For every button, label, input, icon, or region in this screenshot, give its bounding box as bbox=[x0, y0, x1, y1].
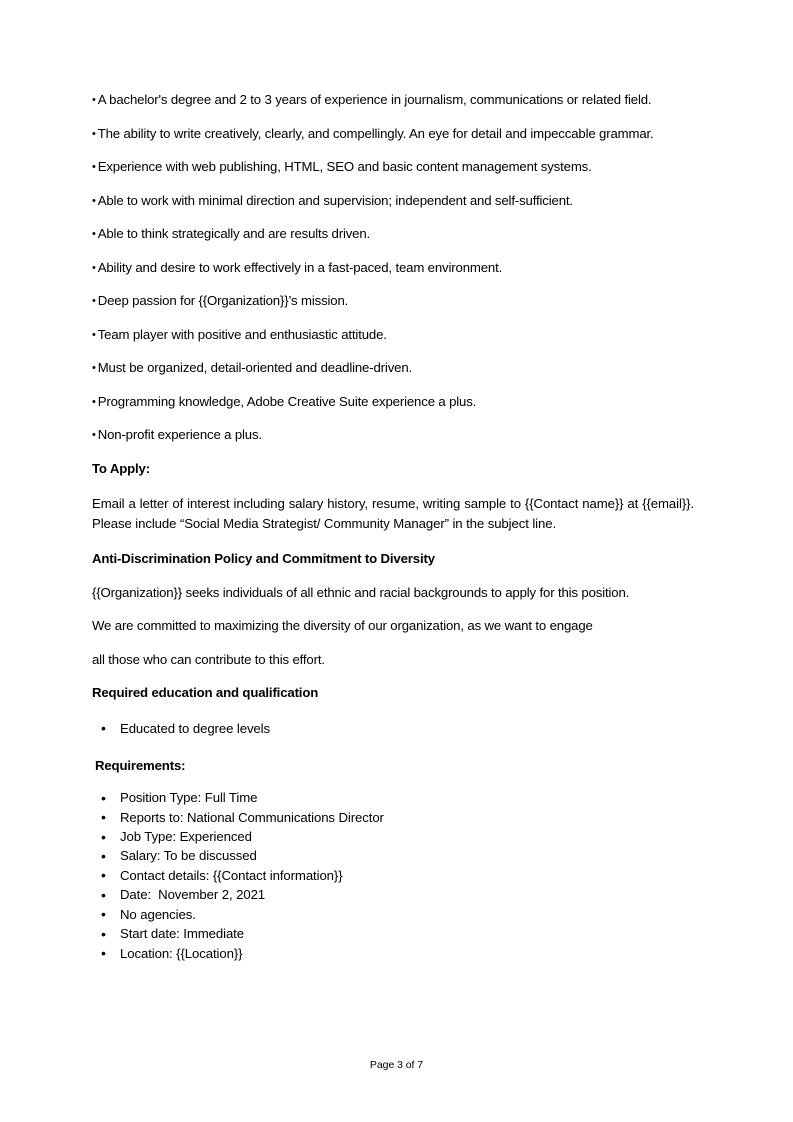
qualification-bullet bbox=[92, 226, 694, 243]
list-item: • Location: {{Location}} bbox=[92, 944, 694, 963]
bullet-icon: • bbox=[92, 127, 96, 140]
requirements-list bbox=[92, 788, 694, 963]
list-item: • Salary: To be discussed bbox=[92, 846, 694, 865]
list-item: • Contact details: {{Contact information}} bbox=[92, 866, 694, 885]
anti-discrimination-paragraph: We are committed to maximizing the diversity of our organization, as we want to engage bbox=[92, 618, 593, 634]
document-body bbox=[92, 92, 694, 980]
qualification-bullet-text: Able to work with minimal direction and supervision; independent and self-sufficient. bbox=[97, 192, 573, 208]
list-item: • Position Type: Full Time bbox=[92, 788, 694, 807]
qualification-bullet-text: Team player with positive and enthusiastic attitude. bbox=[97, 326, 387, 342]
anti-discrimination-paragraph: {{Organization}} seeks individuals of all ethnic and racial backgrounds to apply for this position. bbox=[92, 584, 630, 600]
qualification-bullet-text: Deep passion for {{Organization}}’s mission. bbox=[97, 293, 349, 308]
bullet-icon: • bbox=[92, 362, 96, 374]
bullet-icon: • bbox=[92, 94, 96, 106]
required-education-heading: Required education and qualification bbox=[92, 685, 319, 701]
qualification-bullet bbox=[92, 92, 694, 109]
requirements-heading: Requirements: bbox=[95, 757, 186, 773]
qualification-bullet bbox=[92, 360, 694, 377]
page-number-label: Page 3 of 7 bbox=[369, 1059, 424, 1071]
bullet-icon: • bbox=[92, 228, 96, 240]
required-education-list bbox=[92, 719, 694, 738]
qualification-bullet-text: Able to think strategically and are results driven. bbox=[97, 226, 371, 241]
qualification-bullet-text: Must be organized, detail-oriented and deadline-driven. bbox=[97, 360, 413, 375]
anti-discrimination-heading: Anti-Discrimination Policy and Commitment to Diversity bbox=[92, 551, 435, 567]
list-item: • Reports to: National Communications Director bbox=[92, 808, 694, 827]
bullet-icon: • bbox=[92, 395, 96, 408]
bullet-icon: • bbox=[92, 328, 96, 341]
qualification-bullet bbox=[92, 327, 694, 344]
qualification-bullet-text: Programming knowledge, Adobe Creative Suite experience a plus. bbox=[97, 393, 477, 409]
bullet-icon: • bbox=[92, 194, 96, 207]
list-item: • Educated to degree levels bbox=[92, 719, 694, 738]
qualification-bullet bbox=[92, 126, 694, 143]
qualification-bullet bbox=[92, 427, 694, 444]
qualification-bullet-text: Experience with web publishing, HTML, SEO and basic content management systems. bbox=[97, 159, 592, 174]
qualification-bullet bbox=[92, 293, 694, 310]
to-apply-heading: To Apply: bbox=[92, 460, 150, 476]
qualification-bullet bbox=[92, 159, 694, 176]
qualification-bullet bbox=[92, 193, 694, 210]
list-item: • No agencies. bbox=[92, 905, 694, 924]
qualification-bullet-text: The ability to write creatively, clearly, and compellingly. An eye for detail and impeccable grammar. bbox=[97, 125, 654, 141]
list-item: • Date: November 2, 2021 bbox=[92, 885, 694, 904]
anti-discrimination-paragraph: all those who can contribute to this effort. bbox=[92, 651, 325, 667]
bullet-icon: • bbox=[92, 295, 96, 307]
qualification-bullet bbox=[92, 394, 694, 411]
list-item: • Start date: Immediate bbox=[92, 924, 694, 943]
bullet-icon: • bbox=[92, 261, 96, 274]
bullet-icon: • bbox=[92, 161, 96, 173]
qualification-bullet bbox=[92, 260, 694, 277]
qualification-bullet-text: A bachelor's degree and 2 to 3 years of experience in journalism, communications or related field. bbox=[97, 92, 652, 107]
page-footer bbox=[0, 1059, 793, 1071]
qualification-bullet-text: Ability and desire to work effectively in a fast-paced, team environment. bbox=[97, 259, 503, 275]
to-apply-paragraph: Email a letter of interest including salary history, resume, writing sample to {{Contact name}} at {{email}}. Please include “Social Media Strategist/ Community Manager” in the subject line. bbox=[92, 496, 694, 532]
bullet-icon: • bbox=[92, 429, 96, 441]
qualification-bullet-text: Non-profit experience a plus. bbox=[97, 427, 262, 442]
list-item: • Job Type: Experienced bbox=[92, 827, 694, 846]
